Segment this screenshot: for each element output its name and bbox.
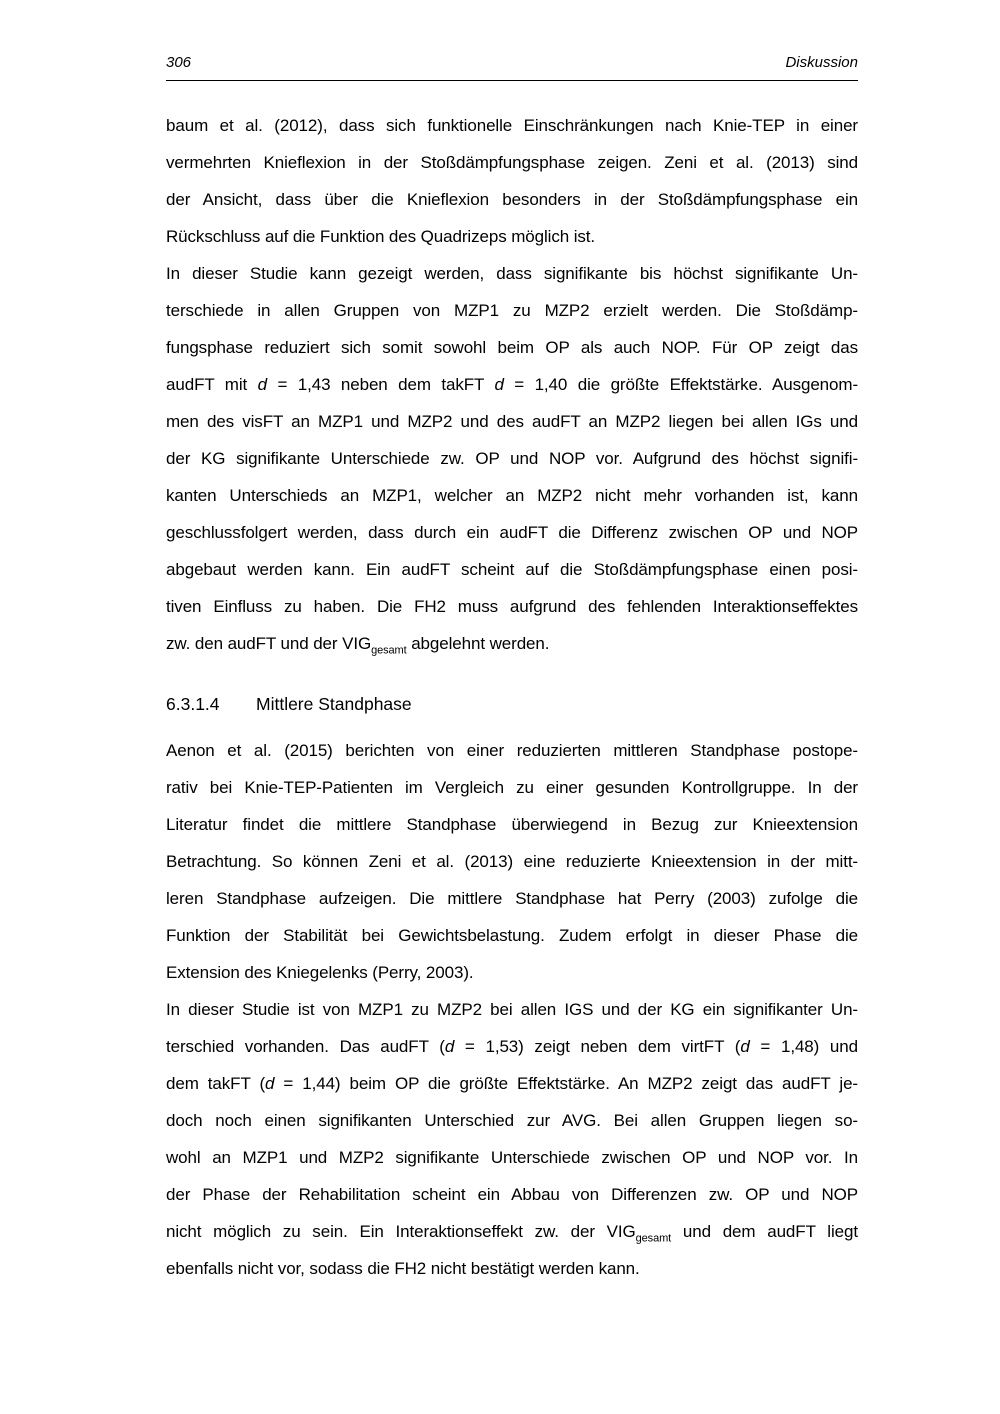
text-line: der Ansicht, dass über die Knieflexion besonders in der Stoßdämpfungsphase ein (166, 190, 858, 209)
text-line: tiven Einfluss zu haben. Die FH2 muss aufgrund des fehlenden Interaktionseffektes (166, 597, 858, 616)
paragraph (166, 107, 858, 255)
text-line: Rückschluss auf die Funktion des Quadrizeps möglich ist. (166, 227, 596, 246)
section-heading-number: 6.3.1.4 (166, 694, 220, 714)
text-line: der Phase der Rehabilitation scheint ein Abbau von Differenzen zw. OP und NOP (166, 1185, 858, 1204)
paragraph (166, 732, 858, 991)
text-line: audFT mit d = 1,43 neben dem takFT d = 1,40 die größte Effektstärke. Ausgenom- (166, 375, 859, 394)
text-line: terschiede in allen Gruppen von MZP1 zu MZP2 erzielt werden. Die Stoßdämp- (166, 301, 858, 320)
text-line: kanten Unterschieds an MZP1, welcher an MZP2 nicht mehr vorhanden ist, kann (166, 486, 858, 505)
text-line: baum et al. (2012), dass sich funktionelle Einschränkungen nach Knie-TEP in einer (166, 116, 858, 135)
text-line: men des visFT an MZP1 und MZP2 und des audFT an MZP2 liegen bei allen IGs und (166, 412, 858, 431)
paragraph (166, 255, 858, 662)
page-content (166, 107, 858, 1287)
text-line: In dieser Studie ist von MZP1 zu MZP2 bei allen IGS und der KG ein signifikanter Un- (166, 1000, 858, 1019)
text-line: leren Standphase aufzeigen. Die mittlere Standphase hat Perry (2003) zufolge die (166, 889, 858, 908)
text-line: der KG signifikante Unterschiede zw. OP und NOP vor. Aufgrund des höchst signifi- (166, 449, 858, 468)
page-header (166, 54, 858, 81)
text-line: Betrachtung. So können Zeni et al. (2013) eine reduzierte Knieextension in der mitt- (166, 852, 858, 871)
text-line: vermehrten Knieflexion in der Stoßdämpfungsphase zeigen. Zeni et al. (2013) sind (166, 153, 858, 172)
paragraph (166, 991, 858, 1287)
text-line: dem takFT (d = 1,44) beim OP die größte Effektstärke. An MZP2 zeigt das audFT je- (166, 1074, 858, 1093)
text-line: Literatur findet die mittlere Standphase überwiegend in Bezug zur Knieextension (166, 815, 858, 834)
text-line: geschlussfolgert werden, dass durch ein audFT die Differenz zwischen OP und NOP (166, 523, 858, 542)
page-number: 306 (166, 54, 192, 71)
text-line: doch noch einen signifikanten Unterschied zur AVG. Bei allen Gruppen liegen so- (166, 1111, 858, 1130)
text-line: Extension des Kniegelenks (Perry, 2003). (166, 963, 474, 982)
text-line: rativ bei Knie-TEP-Patienten im Vergleich zu einer gesunden Kontrollgruppe. In der (166, 778, 858, 797)
text-line: In dieser Studie kann gezeigt werden, dass signifikante bis höchst signifikante Un- (166, 264, 858, 283)
text-line: abgebaut werden kann. Ein audFT scheint auf die Stoßdämpfungsphase einen posi- (166, 560, 858, 579)
section-heading (166, 686, 858, 723)
text-line: terschied vorhanden. Das audFT (d = 1,53) zeigt neben dem virtFT (d = 1,48) und (166, 1037, 858, 1056)
text-line: fungsphase reduziert sich somit sowohl beim OP als auch NOP. Für OP zeigt das (166, 338, 858, 357)
text-line: ebenfalls nicht vor, sodass die FH2 nicht bestätigt werden kann. (166, 1259, 640, 1278)
text-line: Funktion der Stabilität bei Gewichtsbelastung. Zudem erfolgt in dieser Phase die (166, 926, 858, 945)
text-line: Aenon et al. (2015) berichten von einer reduzierten mittleren Standphase postope- (166, 741, 858, 760)
text-line: zw. den audFT und der $VIG_{gesamt}$ abgelehnt werden. (166, 634, 550, 657)
text-line: nicht möglich zu sein. Ein Interaktionseffekt zw. der $VIG_{gesamt}$ und dem audFT liegt (166, 1222, 858, 1245)
running-head-section: Diskussion (785, 54, 858, 71)
section-heading-title: Mittlere Standphase (256, 694, 412, 714)
text-line: wohl an MZP1 und MZP2 signifikante Unterschiede zwischen OP und NOP vor. In (166, 1148, 858, 1167)
